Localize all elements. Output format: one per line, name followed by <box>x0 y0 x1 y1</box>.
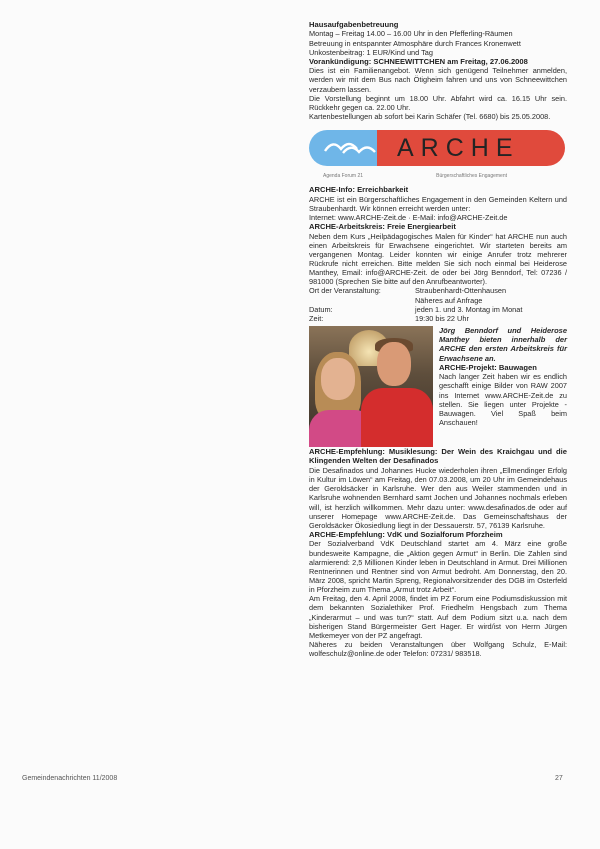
arbeitskreis-heading: ARCHE-Arbeitskreis: Freie Energiearbeit <box>309 222 456 232</box>
bauwagen-heading: ARCHE-Projekt: Bauwagen <box>439 362 537 372</box>
logo-subtitle <box>309 173 567 180</box>
detail-key <box>309 296 415 305</box>
schneewittchen-text-3: Kartenbestellungen ab sofort bei Karin Schäfer (Tel. 6680) bis 25.05.2008. <box>309 112 551 122</box>
info-contact: Internet: www.ARCHE-Zeit.de · E-Mail: info@ARCHE-Zeit.de <box>309 212 508 222</box>
schneewittchen-text-2: Die Vorstellung beginnt um 18.00 Uhr. Abfahrt wird ca. 16.15 Uhr sein. Rückkehr gegen ca. 22.00 Uhr. <box>309 93 567 112</box>
arche-logo <box>309 127 567 171</box>
detail-row <box>309 296 567 305</box>
detail-key: Datum: <box>309 304 333 314</box>
bauwagen-text: Nach langer Zeit haben wir es endlich geschafft einige Bilder von RAW 2007 ins Internet www.ARCHE-Zeit.de zu stellen. Sie liegen unter Projekte - Bauwagen. Viel Spaß beim Anschauen! <box>439 372 567 428</box>
musiklesung-heading: ARCHE-Empfehlung: Musiklesung: Der Wein des Kraichgau und die Klingenden Welten der Desafinados <box>309 447 567 466</box>
detail-key: Zeit: <box>309 313 324 323</box>
detail-row <box>309 314 567 323</box>
logo-word: ARCHE <box>397 134 520 163</box>
photo-caption: Jörg Benndorf und Heiderose Manthey bieten innerhalb der ARCHE den ersten Arbeitskreis für Erwachsene an. <box>439 326 567 363</box>
vdk-text-3: Näheres zu beiden Veranstaltungen über Wolfgang Schulz, E-Mail: wolfeschulz@online.de oder Telefon: 07231/ 983518. <box>309 640 567 659</box>
info-heading: ARCHE-Info: Erreichbarkeit <box>309 185 409 195</box>
vdk-text-1: Der Sozialverband VdK Deutschland startet am 4. März eine große bundesweite Kampagne, die „Aktion gegen Armut“ in Berlin. Die Zahlen sind alarmierend: 2,5 Millionen Kinder leben in Deutschland in Armut. Drei Millionen Rentnerinnen und Rentner sind von Armut bedroht. Am Donnerstag, den 20. März 2008, spricht Martin Spreng, Regionalvorsitzender des DGB im Osterfeld in Pforzheim zum Thema „Armut trotz Arbeit“. <box>309 539 567 595</box>
detail-value: 19:30 bis 22 Uhr <box>415 313 469 323</box>
hausaufgaben-heading: Hausaufgabenbetreuung <box>309 20 399 29</box>
logo-sub-right: Bürgerschaftliches Engagement <box>436 173 507 180</box>
article-column <box>309 20 567 658</box>
detail-row <box>309 286 567 295</box>
schneewittchen-text-1: Dies ist ein Familienangebot. Wenn sich genügend Teilnehmer anmelden, werden wir mit dem Bus nach Ötigheim fahren und uns von Schneewittchen verzaubern lassen. <box>309 66 567 94</box>
detail-value: Straubenhardt-Ottenhausen <box>415 286 507 296</box>
schneewittchen-heading: Vorankündigung: SCHNEEWITTCHEN am Freitag, 27.06.2008 <box>309 56 528 66</box>
hausaufgaben-line-2: Betreuung in entspannter Atmosphäre durch Frances Kronenwett <box>309 38 521 48</box>
page-number: 27 <box>555 775 563 782</box>
vdk-text-2: Am Freitag, den 4. April 2008, findet im PZ Forum eine Podiumsdiskussion mit dem bekannten Sozialethiker Prof. Friedhelm Hengsbach zum Thema „Kinderarmut – und was tun?“ statt. Auf dem Podium sitzt u.a. nach dem bisherigen Stand Bürgermeister Gert Hager. Er wird/ist von Herrn Jürgen Metkemeyer von der PZ angefragt. <box>309 594 567 640</box>
detail-value: jeden 1. und 3. Montag im Monat <box>415 304 523 314</box>
arbeitskreis-text: Neben dem Kurs „Heilpädagogisches Malen für Kinder“ hat ARCHE nun auch einen Arbeitskreis für Erwachsene eingerichtet. Wir starteten bereits am vergangenen Montag. Leider konnten wir einige Anrufer trotz mehrerer Rückrufe nicht erreichen. Bitte melden Sie sich noch einmal bei Heiderose Manthey, Email: info@ARCHE-Zeit. de oder bei Jörg Benndorf, Tel: 07236 / 981000 (Sprechen Sie bitte auf den Anrufbeantworter). <box>309 231 567 287</box>
bird-icon <box>323 137 377 157</box>
musiklesung-text: Die Desafinados und Johannes Hucke wiederholen ihren „Ellmendinger Erfolg in Kultur im Löwen“ am Freitag, den 07.03.2008, um 20 Uhr im Gemeindehaus der Geroldsäcker in Karlsruhe. Wer den aus Weiler stammenden und in Karlsruhe wohnenden Bernhard samt Jochen und Johannes nochmals erleben will, ist herzlich willkommen. Mehr dazu unter: www.desafinados.de oder auf unserer Homepage www.ARCHE-Zeit.de. Das Gemeinschaftshaus der Geroldsäcker Ökosiedlung liegt in der Dessauerstr. 57, 76139 Karlsruhe. <box>309 465 567 530</box>
vdk-heading: ARCHE-Empfehlung: VdK und Sozialforum Pforzheim <box>309 529 503 539</box>
photo-two-people <box>309 326 433 447</box>
photo-section <box>309 326 567 447</box>
photo-side-text <box>433 326 567 447</box>
detail-row <box>309 305 567 314</box>
info-text: ARCHE ist ein Bürgerschaftliches Engagement in den Gemeinden Keltern und Straubenhardt. Wir können erreicht werden unter: <box>309 194 567 213</box>
detail-value: Näheres auf Anfrage <box>415 295 483 305</box>
footer-publication: Gemeindenachrichten 11/2008 <box>22 775 118 782</box>
hausaufgaben-line-3: Unkostenbeitrag: 1 EUR/Kind und Tag <box>309 47 433 57</box>
arbeitskreis-details <box>309 286 567 323</box>
detail-key: Ort der Veranstaltung: <box>309 286 381 296</box>
hausaufgaben-line-1: Montag – Freitag 14.00 – 16.00 Uhr in den Pfefferling-Räumen <box>309 29 513 39</box>
logo-sub-left: Agenda Forum 21 <box>323 173 364 180</box>
